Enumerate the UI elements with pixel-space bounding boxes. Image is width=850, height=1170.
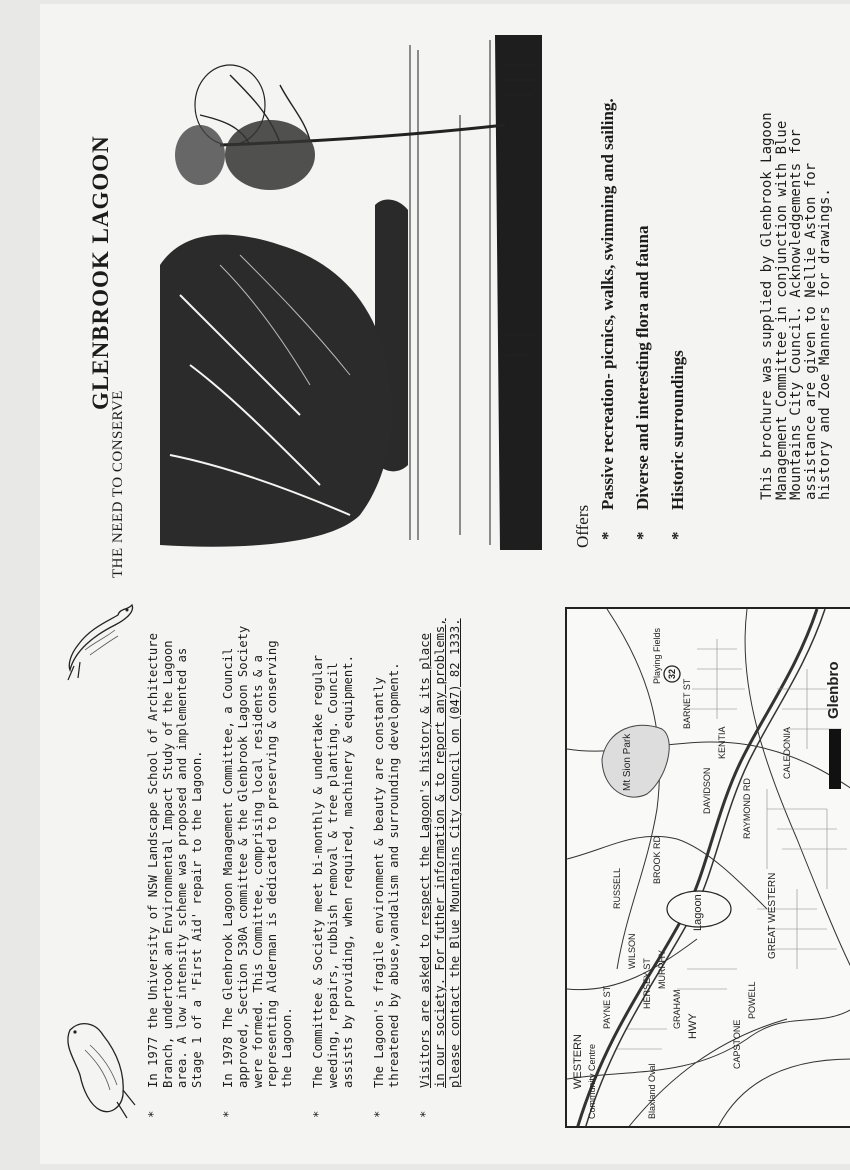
map-label-great-western: GREAT WESTERN bbox=[767, 872, 778, 959]
conserve-item-1: * In 1977 the University of NSW Landscape School of Architecture Branch, undertook an Environmental Impact Study of the Lagoon area. A low intensity scheme was proposed and implemented as Stage 1 of a 'First Aid' repair to the Lagoon. bbox=[146, 618, 204, 1118]
map-label-street-6: PAYNE ST bbox=[602, 985, 612, 1029]
map-label-blaxland-oval: Blaxland Oval bbox=[647, 1063, 657, 1119]
conserve-item-3: * The Committee & Society meet bi-monthly & undertake regular weeding, repairs, rubbish removal & tree planting. Council assists by providing, when required, machinery & equipment. bbox=[311, 618, 355, 1118]
brochure-title: GLENBROOK LAGOON bbox=[88, 135, 113, 410]
map-label-street-7: WILSON bbox=[627, 933, 637, 969]
offer-item-2: * Diverse and interesting flora and fauna bbox=[632, 0, 653, 540]
map-roads bbox=[567, 609, 850, 1126]
map-label-glenbrook: Glenbro bbox=[825, 661, 842, 719]
map-label-lagoon: Lagoon bbox=[692, 894, 704, 931]
map-label-street-5: CAPSTONE bbox=[732, 1019, 742, 1069]
map-label-western: WESTERN bbox=[572, 1034, 584, 1089]
offers-label: Offers bbox=[573, 504, 592, 548]
map-label-street-4: RAYMOND RD bbox=[742, 778, 752, 839]
conserve-list bbox=[146, 618, 462, 1118]
map-label-hwy: HWY bbox=[687, 1013, 699, 1039]
map-label-street-13: KENTIA bbox=[717, 726, 727, 759]
conserve-heading: THE NEED TO CONSERVE bbox=[110, 390, 126, 578]
map-label-street-3: BROOK RD bbox=[652, 835, 662, 884]
map-label-playing-fields: Playing Fields bbox=[652, 627, 662, 684]
map-label-community-centre: Community Centre bbox=[587, 1043, 597, 1119]
credits-text: This brochure was supplied by Glenbrook Lagoon Management Committee in conjunction with Blue Mountains City Council. Acknowledgements for assistance are given to Nellie Aston for history and Zoe Manners for drawings. bbox=[759, 112, 833, 500]
offer-item-3: * Historic surroundings bbox=[667, 0, 688, 540]
map-label-street-10: MURPHY bbox=[657, 949, 667, 989]
conserve-item-2: * In 1978 The Glenbrook Lagoon Management Committee, a Council approved, Section 530A committee & the Glenbrook Lagoon Society were formed. This Committee, comprising local residents & a representing Alderman is dedicated to preserving & conserving the Lagoon. bbox=[221, 618, 294, 1118]
bird-drawing-bottom-icon bbox=[55, 1010, 140, 1120]
offers-block bbox=[572, 0, 688, 548]
map-label-street-8: HERSEY ST bbox=[642, 958, 652, 1009]
map-label-street-1: BARNET ST bbox=[682, 678, 692, 729]
lagoon-illustration bbox=[160, 35, 542, 550]
map-label-street-14: CALEDONIA bbox=[782, 726, 792, 779]
map-label-street-11: POWELL bbox=[747, 981, 757, 1019]
bird-drawing-top-icon bbox=[60, 600, 140, 685]
map-label-street-2: DAVIDSON bbox=[702, 767, 712, 814]
offer-item-1: * Passive recreation- picnics, walks, swimming and sailing. bbox=[597, 0, 618, 540]
map-label-street-12: RUSSELL bbox=[612, 867, 622, 909]
street-map bbox=[565, 607, 850, 1128]
map-label-street-9: GRAHAM bbox=[672, 989, 682, 1029]
conserve-item-5: * Visitors are asked to respect the Lagoon's history & its place in our society. For futher information & to report any problems, please contact the Blue Mountains City Council on (047) 82 1333. bbox=[418, 618, 462, 1118]
conserve-item-4: * The Lagoon's fragile environment & beauty are constantly threatened by abuse,vandalism and surrounding development. bbox=[372, 618, 401, 1118]
map-label-park: Mt Sion Park bbox=[622, 733, 633, 791]
map-label-route: 32 bbox=[667, 668, 677, 679]
